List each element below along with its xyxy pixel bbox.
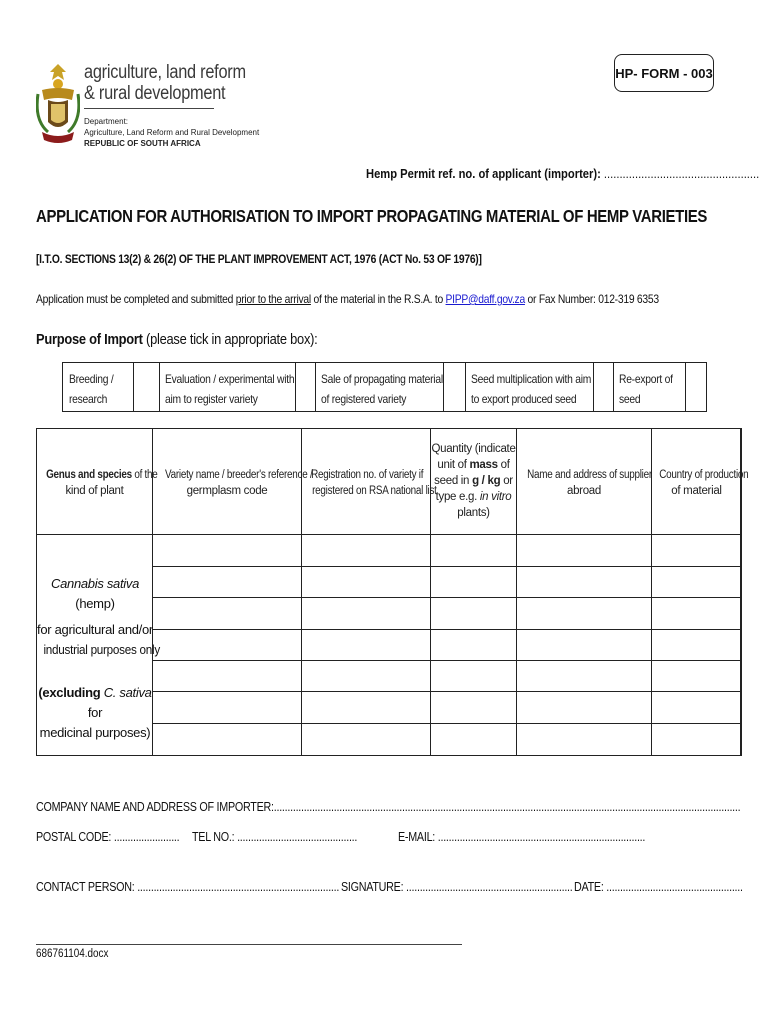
exclusion-bold: (excluding <box>38 685 104 700</box>
col2-line1: Variety name / breeder's reference / <box>165 469 313 481</box>
divider <box>613 363 614 411</box>
col-header-variety <box>153 467 313 499</box>
signature-field[interactable]: SIGNATURE: ............................................................. <box>341 880 573 894</box>
row-divider <box>152 566 741 567</box>
department-sub1: Department: <box>84 117 129 126</box>
tick-box-evaluation[interactable] <box>295 363 315 411</box>
date-field[interactable]: DATE: .................................................. <box>574 880 743 894</box>
col1-rest1: of the <box>131 469 158 481</box>
purpose-option-5-line1: Re-export of <box>619 372 673 386</box>
purpose-option-1-line2: research <box>69 392 108 406</box>
col4-l2b: mass <box>469 459 498 471</box>
exclusion-rest: for <box>87 705 103 720</box>
col4-l3a: seed in <box>434 475 473 487</box>
postal-code-field[interactable]: POSTAL CODE: ........................ <box>36 830 180 844</box>
col4-l1: Quantity (indicate <box>431 443 516 455</box>
department-name <box>84 62 272 104</box>
col4-l4a: type e.g. <box>435 491 480 503</box>
purpose-label-rest: (please tick in appropriate box): <box>142 331 318 348</box>
col4-l3c: or <box>500 475 513 487</box>
purpose-option-2-line2: aim to register variety <box>165 392 258 406</box>
divider <box>315 363 316 411</box>
col4-l5: plants) <box>457 507 490 519</box>
exclusion-description <box>37 683 153 743</box>
species-italic: Cannabis sativa <box>51 576 139 591</box>
department-details <box>84 116 259 149</box>
email-link[interactable]: PIPP@daff.gov.za <box>445 292 525 306</box>
col-header-quantity <box>431 441 516 521</box>
permit-ref-label: Hemp Permit ref. no. of applicant (importer): <box>366 166 601 181</box>
form-code-box <box>614 54 714 92</box>
species-line2: for agricultural and/or <box>37 622 153 637</box>
instruction-part2: of the material in the R.S.A. to <box>310 292 446 306</box>
tick-box-sale[interactable] <box>443 363 465 411</box>
department-name-line1: agriculture, land reform <box>84 62 246 83</box>
purpose-option-2 <box>165 369 294 409</box>
purpose-option-3-line1: Sale of propagating material <box>321 372 443 386</box>
file-name: 686761104.docx <box>36 948 109 960</box>
email-field[interactable]: E-MAIL: ............................................................................ <box>398 830 646 844</box>
exclusion-line2: medicinal purposes) <box>39 725 151 740</box>
col1-bold: Genus and species <box>46 469 132 481</box>
col6-line2: of material <box>671 485 722 497</box>
col3-line1: Registration no. of variety if <box>311 469 424 481</box>
instruction-part3: or Fax Number: 012-319 6353 <box>524 292 659 306</box>
col3-line2: registered on RSA national list <box>312 485 437 497</box>
purpose-option-4-line2: to export produced seed <box>471 392 577 406</box>
purpose-label-bold: Purpose of Import <box>36 331 143 348</box>
permit-ref-field[interactable] <box>366 166 759 181</box>
col5-line1: Name and address of supplier <box>527 469 652 481</box>
purpose-option-3 <box>321 369 443 409</box>
col2-line2: germplasm code <box>186 485 268 497</box>
divider <box>159 363 160 411</box>
row-divider <box>152 597 741 598</box>
purpose-tick-table <box>62 362 707 412</box>
tick-box-breeding[interactable] <box>133 363 159 411</box>
contact-person-field[interactable]: CONTACT PERSON: .......................................................................... <box>36 880 340 894</box>
species-rest: (hemp) <box>75 596 115 611</box>
purpose-option-5 <box>619 369 673 409</box>
purpose-option-2-line1: Evaluation / experimental with <box>165 372 295 386</box>
header-divider <box>37 534 741 535</box>
department-sub3: REPUBLIC OF SOUTH AFRICA <box>84 139 201 148</box>
col5-line2: abroad <box>566 485 601 497</box>
col4-l2c: of <box>497 459 510 471</box>
col4-l2a: unit of <box>437 459 470 471</box>
row-divider <box>152 629 741 630</box>
tel-field[interactable]: TEL NO.: ............................................ <box>192 830 358 844</box>
instruction-underlined: prior to the arrival <box>235 292 311 306</box>
department-sub2: Agriculture, Land Reform and Rural Development <box>84 128 260 137</box>
col6-line1: Country of production <box>659 469 749 481</box>
col-header-registration <box>302 467 437 499</box>
row-divider <box>152 723 741 724</box>
coat-of-arms-icon <box>36 60 80 152</box>
purpose-option-1-line1: Breeding / <box>69 372 114 386</box>
row-divider <box>152 691 741 692</box>
species-line3: industrial purposes only <box>43 642 160 657</box>
purpose-option-4 <box>471 369 591 409</box>
col4-l3b: g / kg <box>472 475 501 487</box>
col-header-genus <box>37 467 158 499</box>
col-header-country <box>652 467 749 499</box>
tick-box-seed-multiplication[interactable] <box>593 363 613 411</box>
row-divider <box>152 660 741 661</box>
tick-box-re-export[interactable] <box>685 363 707 411</box>
col-header-supplier <box>517 467 651 499</box>
purpose-heading <box>36 331 318 348</box>
divider <box>465 363 466 411</box>
purpose-option-3-line2: of registered variety <box>321 392 407 406</box>
purpose-option-4-line1: Seed multiplication with aim <box>471 372 592 386</box>
form-code: HP- FORM - 003 <box>615 66 713 81</box>
import-details-table <box>36 428 749 756</box>
purpose-option-1 <box>69 369 113 409</box>
permit-ref-dots: .................................................. <box>600 166 760 181</box>
page-subtitle: [I.T.O. SECTIONS 13(2) & 26(2) OF THE PLANT IMPROVEMENT ACT, 1976 (ACT No. 53 OF 1976)] <box>36 252 482 266</box>
company-field[interactable]: COMPANY NAME AND ADDRESS OF IMPORTER:........................................................................................................................................................................... <box>36 800 741 814</box>
department-divider <box>84 108 214 109</box>
col4-l4b: in vitro <box>479 491 512 503</box>
exclusion-italic: C. sativa <box>103 685 152 700</box>
instruction-part1: Application must be completed and submitted <box>36 292 236 306</box>
species-description <box>37 574 160 660</box>
col1-rest2: kind of plant <box>65 485 124 497</box>
instruction-text <box>36 292 659 306</box>
footer-rule <box>36 944 462 945</box>
department-name-line2: & rural development <box>84 83 226 104</box>
page-title: APPLICATION FOR AUTHORISATION TO IMPORT PROPAGATING MATERIAL OF HEMP VARIETIES <box>36 206 708 226</box>
purpose-option-5-line2: seed <box>619 392 641 406</box>
